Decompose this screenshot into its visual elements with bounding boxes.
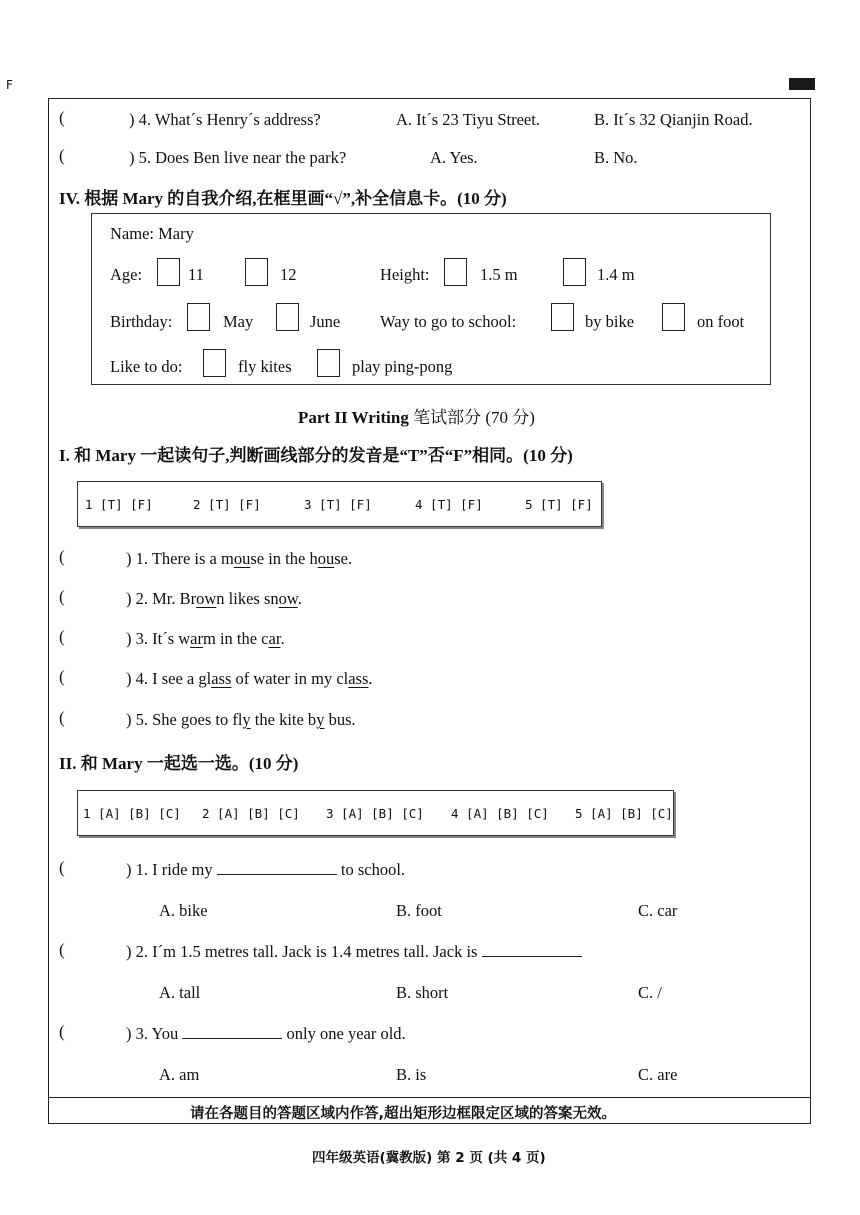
abc-answer-2[interactable]: 2 [A] [B] [C] xyxy=(202,806,300,821)
way-option-on-foot: on foot xyxy=(697,312,745,331)
age-option-12: 12 xyxy=(280,265,297,284)
page-footer: 四年级英语(冀教版) 第 2 页 (共 4 页) xyxy=(312,1150,546,1166)
tf-question-4: ) 4. I see a glass of water in my class. xyxy=(126,669,373,688)
choice-question-2: ) 2. I´m 1.5 metres tall. Jack is 1.4 metres tall. Jack is xyxy=(126,942,582,962)
answer-paren[interactable]: ( xyxy=(59,708,65,727)
birthday-option-june: June xyxy=(310,312,341,331)
like-option-ping-pong: play ping-pong xyxy=(352,357,453,376)
age-11-checkbox[interactable] xyxy=(157,258,180,286)
question-4-text: ) 4. What´s Henry´s address? xyxy=(129,110,321,129)
age-option-11: 11 xyxy=(188,265,204,284)
tf-answer-3[interactable]: 3 [T] [F] xyxy=(304,497,372,512)
age-12-checkbox[interactable] xyxy=(245,258,268,286)
corner-registration-mark: F xyxy=(6,78,13,92)
play-ping-pong-checkbox[interactable] xyxy=(317,349,340,377)
q3-option-a: A. am xyxy=(159,1065,200,1084)
like-option-fly-kites: fly kites xyxy=(238,357,292,376)
by-bike-checkbox[interactable] xyxy=(551,303,574,331)
answer-paren[interactable]: ( xyxy=(59,587,65,606)
choice-question-3: ) 3. You only one year old. xyxy=(126,1024,406,1043)
height-1-4-checkbox[interactable] xyxy=(563,258,586,286)
answer-paren[interactable]: ( xyxy=(59,858,65,877)
birthday-june-checkbox[interactable] xyxy=(276,303,299,331)
fill-blank[interactable] xyxy=(482,942,582,957)
answer-paren[interactable]: ( xyxy=(59,146,65,165)
q2-option-b: B. short xyxy=(396,983,449,1002)
answer-paren[interactable]: ( xyxy=(59,1022,65,1041)
section-iv-title: IV. 根据 Mary 的自我介绍,在框里画“√”,补全信息卡。(10 分) xyxy=(59,189,507,208)
question-4-option-a: A. It´s 23 Tiyu Street. xyxy=(396,110,540,129)
birthday-label: Birthday: xyxy=(110,312,173,331)
answer-area-notice: 请在各题目的答题区域内作答,超出矩形边框限定区域的答案无效。 xyxy=(190,1106,617,1122)
part-ii-title: Part II Writing 笔试部分 (70 分) xyxy=(298,408,535,427)
tf-answer-5[interactable]: 5 [T] [F] xyxy=(525,497,593,512)
way-to-school-label: Way to go to school: xyxy=(380,312,517,331)
fill-blank[interactable] xyxy=(182,1024,282,1039)
q2-option-c: C. / xyxy=(638,983,662,1002)
like-to-do-label: Like to do: xyxy=(110,357,183,376)
notice-divider xyxy=(48,1097,811,1098)
birthday-may-checkbox[interactable] xyxy=(187,303,210,331)
q3-option-c: C. are xyxy=(638,1065,678,1084)
abc-answer-4[interactable]: 4 [A] [B] [C] xyxy=(451,806,549,821)
black-registration-block xyxy=(789,78,815,90)
writing-section-ii-title: II. 和 Mary 一起选一选。(10 分) xyxy=(59,754,299,773)
way-option-by-bike: by bike xyxy=(585,312,635,331)
height-label: Height: xyxy=(380,265,430,284)
q3-option-b: B. is xyxy=(396,1065,427,1084)
fly-kites-checkbox[interactable] xyxy=(203,349,226,377)
tf-question-2: ) 2. Mr. Brown likes snow. xyxy=(126,589,302,608)
choice-question-1: ) 1. I ride my to school. xyxy=(126,860,406,879)
fill-blank[interactable] xyxy=(217,860,337,875)
answer-paren[interactable]: ( xyxy=(59,547,65,566)
tf-question-3: ) 3. It´s warm in the car. xyxy=(126,629,285,648)
question-5-option-a: A. Yes. xyxy=(430,148,478,167)
abc-answer-5[interactable]: 5 [A] [B] [C] xyxy=(575,806,673,821)
tf-answer-4[interactable]: 4 [T] [F] xyxy=(415,497,483,512)
q1-option-a: A. bike xyxy=(159,901,208,920)
question-5-option-b: B. No. xyxy=(594,148,638,167)
height-option-1-4: 1.4 m xyxy=(597,265,635,284)
tf-question-1: ) 1. There is a mouse in the house. xyxy=(126,549,353,568)
info-name: Name: Mary xyxy=(110,224,194,243)
height-1-5-checkbox[interactable] xyxy=(444,258,467,286)
q1-option-b: B. foot xyxy=(396,901,442,920)
abc-answer-1[interactable]: 1 [A] [B] [C] xyxy=(83,806,181,821)
q2-option-a: A. tall xyxy=(159,983,201,1002)
answer-paren[interactable]: ( xyxy=(59,667,65,686)
answer-paren[interactable]: ( xyxy=(59,627,65,646)
tf-question-5: ) 5. She goes to fly the kite by bus. xyxy=(126,710,356,729)
on-foot-checkbox[interactable] xyxy=(662,303,685,331)
age-label: Age: xyxy=(110,265,143,284)
answer-paren[interactable]: ( xyxy=(59,940,65,959)
writing-section-i-title: I. 和 Mary 一起读句子,判断画线部分的发音是“T”否“F”相同。(10 分) xyxy=(59,446,573,465)
height-option-1-5: 1.5 m xyxy=(480,265,518,284)
tf-answer-2[interactable]: 2 [T] [F] xyxy=(193,497,261,512)
q1-option-c: C. car xyxy=(638,901,678,920)
tf-answer-1[interactable]: 1 [T] [F] xyxy=(85,497,153,512)
answer-paren[interactable]: ( xyxy=(59,108,65,127)
question-4-option-b: B. It´s 32 Qianjin Road. xyxy=(594,110,753,129)
question-5-text: ) 5. Does Ben live near the park? xyxy=(129,148,347,167)
abc-answer-3[interactable]: 3 [A] [B] [C] xyxy=(326,806,424,821)
birthday-option-may: May xyxy=(223,312,254,331)
